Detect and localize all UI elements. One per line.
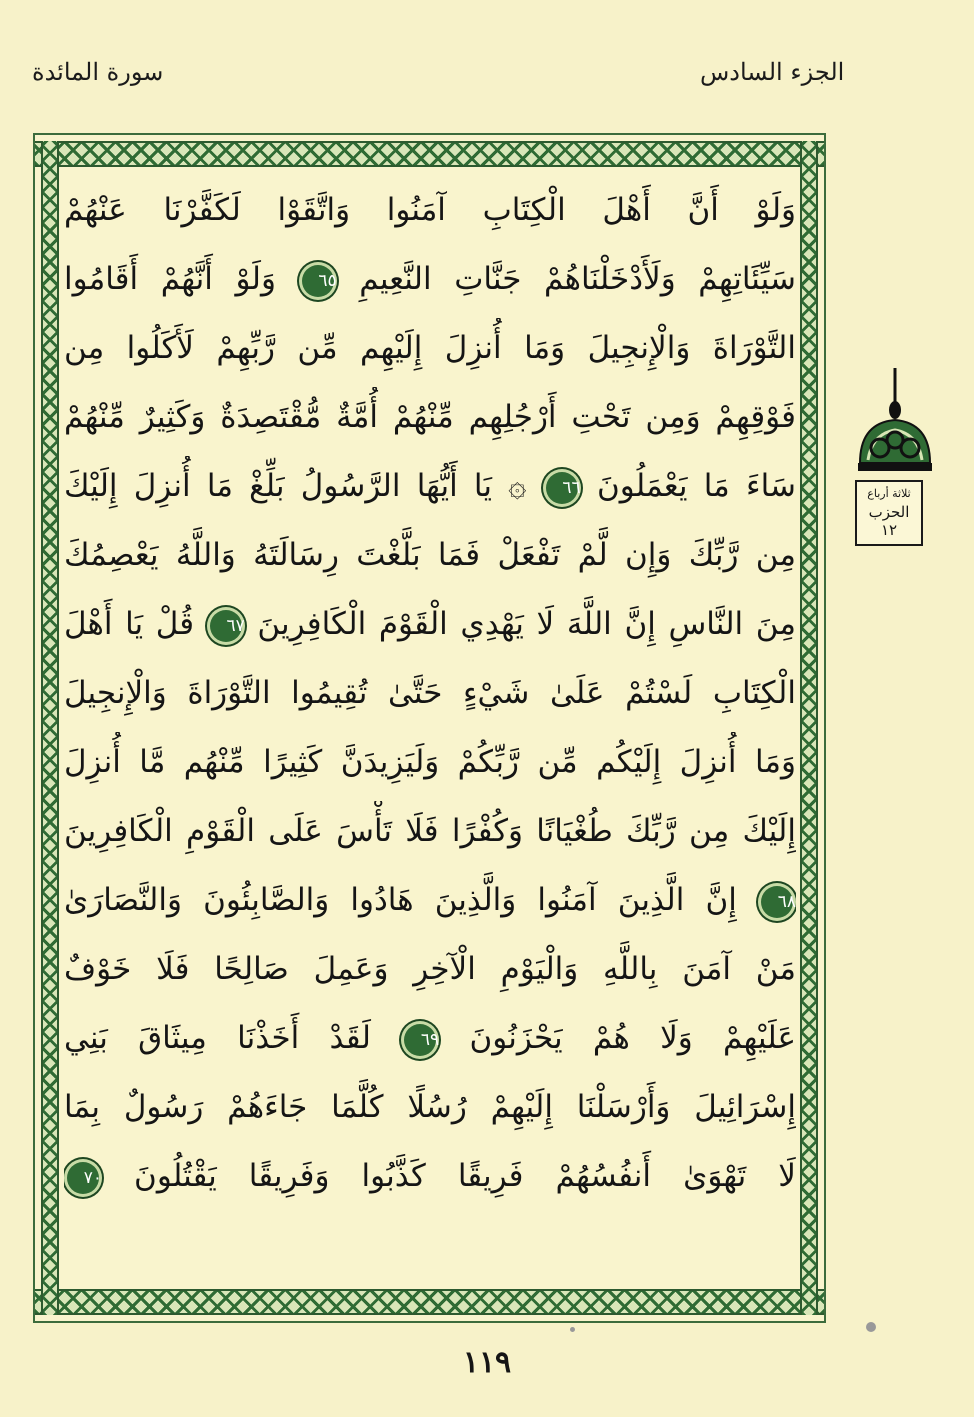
text-line — [64, 180, 796, 240]
line-text: سَيِّئَاتِهِمْ وَلَأَدْخَلْنَاهُمْ جَنَّاتِ النَّعِيمِ — [359, 261, 796, 297]
ayah-marker: ٦٧ — [207, 607, 245, 645]
hizb-number: ١٢ — [880, 521, 898, 539]
hizb-quarter-label: ثلاثة أرباع — [867, 487, 911, 500]
text-line — [64, 1008, 796, 1068]
hizb-ornament-icon — [850, 368, 940, 478]
hizb-marker — [855, 480, 923, 546]
speck — [866, 1322, 876, 1332]
line-text: مِن رَّبِّكَ وَإِن لَّمْ تَفْعَلْ فَمَا بَلَّغْتَ رِسَالَتَهُ وَاللَّهُ يَعْصِمُكَ — [64, 537, 796, 573]
line-text: وَلَوْ أَنَّ أَهْلَ الْكِتَابِ آمَنُوا وَاتَّقَوْا لَكَفَّرْنَا عَنْهُمْ — [64, 192, 796, 228]
line-text: وَمَا أُنزِلَ إِلَيْكُم مِّن رَّبِّكُمْ وَلَيَزِيدَنَّ كَثِيرًا مِّنْهُم مَّا أُنزِلَ — [64, 744, 796, 780]
hizb-label: الحزب — [868, 503, 910, 521]
ayah-marker: ٦٨ — [758, 883, 796, 921]
ayah-marker: ٧٠ — [64, 1159, 102, 1197]
line-text: مَنْ آمَنَ بِاللَّهِ وَالْيَوْمِ الْآخِرِ وَعَمِلَ صَالِحًا فَلَا خَوْفٌ — [64, 951, 796, 987]
line-text: لَقَدْ أَخَذْنَا مِيثَاقَ بَنِي — [64, 1020, 371, 1056]
juz-header: الجزء السادس — [700, 58, 845, 86]
ayah-marker: ٦٥ — [299, 262, 337, 300]
line-text: إِلَيْكَ مِن رَّبِّكَ طُغْيَانًا وَكُفْرًا فَلَا تَأْسَ عَلَى الْقَوْمِ الْكَافِرِينَ — [64, 813, 796, 849]
line-text: يَا أَيُّهَا الرَّسُولُ بَلِّغْ مَا أُنزِلَ إِلَيْكَ — [64, 468, 493, 504]
frame-border-bottom — [35, 1289, 824, 1315]
ayah-marker: ٦٩ — [401, 1021, 439, 1059]
text-line — [64, 939, 796, 999]
text-line — [64, 594, 796, 654]
line-text: إِنَّ الَّذِينَ آمَنُوا وَالَّذِينَ هَادُوا وَالصَّابِئُونَ وَالنَّصَارَىٰ — [64, 882, 737, 918]
text-line — [64, 525, 796, 585]
line-text: عَلَيْهِمْ وَلَا هُمْ يَحْزَنُونَ — [469, 1020, 796, 1056]
text-line — [64, 456, 796, 516]
surah-header: سورة المائدة — [32, 58, 164, 86]
page-number: ١١٩ — [462, 1345, 512, 1380]
text-line — [64, 1146, 796, 1206]
line-text: سَاءَ مَا يَعْمَلُونَ — [596, 468, 796, 504]
text-line — [64, 663, 796, 723]
line-text: وَلَوْ أَنَّهُمْ أَقَامُوا — [64, 261, 276, 297]
speck — [570, 1327, 575, 1332]
line-text: لَا تَهْوَىٰ أَنفُسُهُمْ فَرِيقًا كَذَّبُوا وَفَرِيقًا يَقْتُلُونَ — [134, 1158, 796, 1194]
line-text: الْكِتَابِ لَسْتُمْ عَلَىٰ شَيْءٍ حَتَّىٰ تُقِيمُوا التَّوْرَاةَ وَالْإِنجِيلَ — [64, 675, 796, 711]
text-line — [64, 318, 796, 378]
frame-border-left — [41, 141, 59, 1315]
text-line — [64, 387, 796, 447]
line-text: قُلْ يَا أَهْلَ — [64, 606, 195, 642]
line-text: التَّوْرَاةَ وَالْإِنجِيلَ وَمَا أُنزِلَ إِلَيْهِم مِّن رَّبِّهِمْ لَأَكَلُوا مِن — [64, 330, 796, 366]
line-text: مِنَ النَّاسِ إِنَّ اللَّهَ لَا يَهْدِي الْقَوْمَ الْكَافِرِينَ — [257, 606, 796, 642]
text-line — [64, 732, 796, 792]
text-line — [64, 801, 796, 861]
frame-border-top — [35, 141, 824, 167]
quran-text — [64, 180, 796, 1280]
line-text: إِسْرَائِيلَ وَأَرْسَلْنَا إِلَيْهِمْ رُسُلًا كُلَّمَا جَاءَهُمْ رَسُولٌ بِمَا — [64, 1089, 796, 1125]
text-line — [64, 870, 796, 930]
frame-border-right — [800, 141, 818, 1315]
text-line — [64, 1077, 796, 1137]
rub-el-hizb-icon: ۞ — [508, 468, 527, 504]
ayah-marker: ٦٦ — [543, 469, 581, 507]
line-text: فَوْقِهِمْ وَمِن تَحْتِ أَرْجُلِهِم مِّنْهُمْ أُمَّةٌ مُّقْتَصِدَةٌ وَكَثِيرٌ مِّنْهُمْ — [64, 399, 796, 435]
text-line — [64, 249, 796, 309]
